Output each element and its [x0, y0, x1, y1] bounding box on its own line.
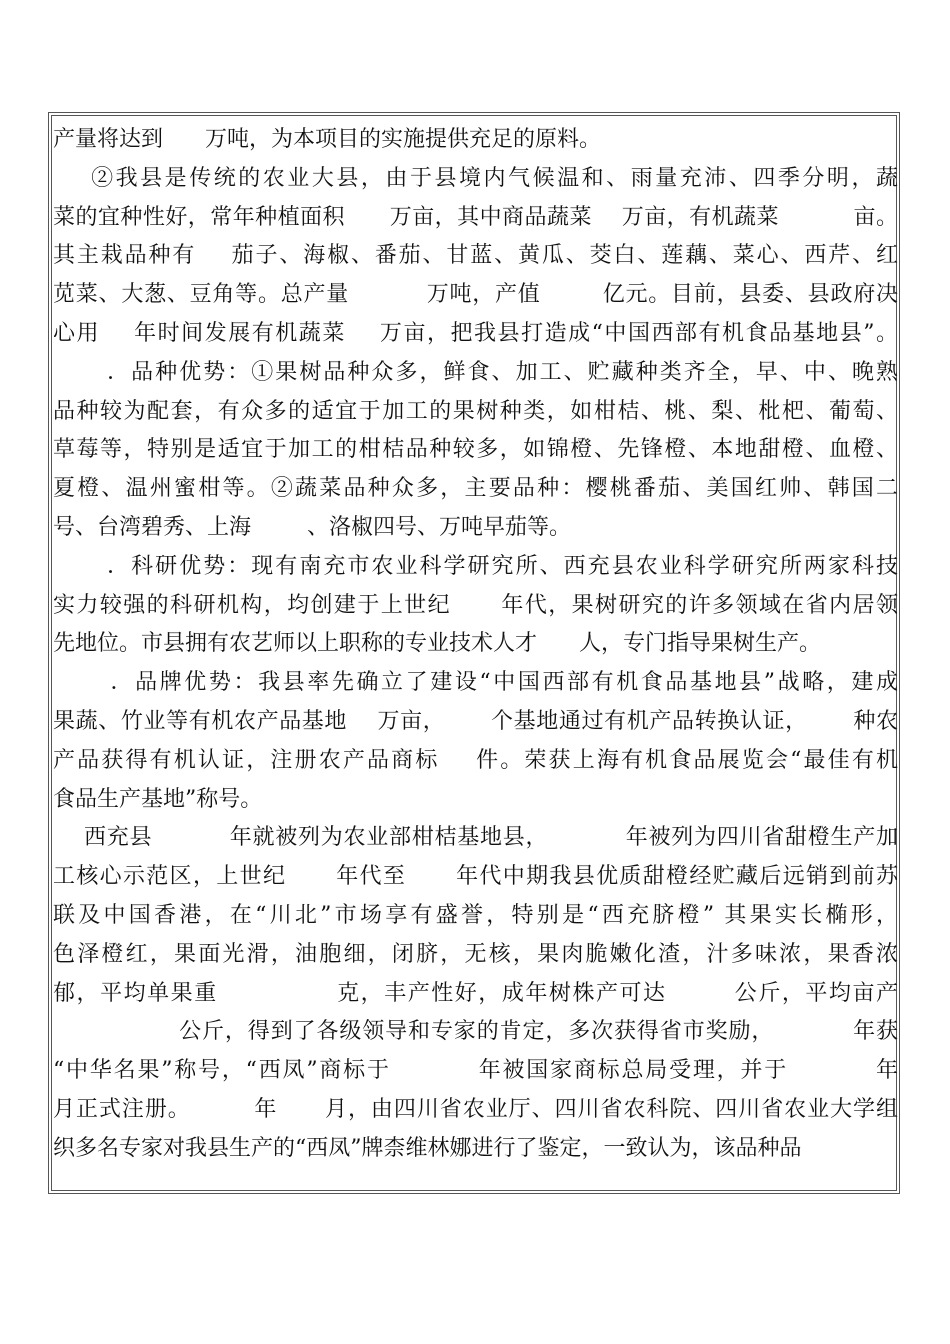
- text-line: 心用 年时间发展有机蔬菜 万亩，把我县打造成“中国西部有机食品基地县”。: [53, 320, 898, 346]
- text-line: 苋菜、大葱、豆角等。总产量 万吨，产值 亿元。目前，县委、县政府决: [53, 282, 898, 308]
- text-line: 食品生产基地”称号。: [53, 786, 263, 812]
- text-line: 织多名专家对我县生产的“西凤”牌柰维林娜进行了鉴定，一致认为，该品种品: [53, 1135, 802, 1161]
- text-line: ．品种优势：①果树品种众多，鲜食、加工、贮藏种类齐全，早、中、晚熟: [53, 359, 898, 385]
- document-body: [53, 121, 898, 1169]
- text-line: 实力较强的科研机构，均创建于上世纪 年代，果树研究的许多领域在省内居领: [53, 592, 898, 618]
- text-line: 联及中国香港，在“川北”市场享有盛誉，特别是“西充脐橙” 其果实长椭形，: [53, 902, 898, 928]
- text-line: ．品牌优势：我县率先确立了建设“中国西部有机食品基地县”战略，建成: [53, 670, 898, 696]
- text-line: 号、台湾碧秀、上海 、洛椒四号、万吨早茄等。: [53, 514, 571, 540]
- text-line: 产量将达到 万吨，为本项目的实施提供充足的原料。: [53, 127, 601, 152]
- text-line: 其主栽品种有 茄子、海椒、番茄、甘蓝、黄瓜、茭白、莲藕、菜心、西芹、红: [53, 243, 898, 269]
- text-line: ．科研优势：现有南充市农业科学研究所、西充县农业科学研究所两家科技: [53, 553, 898, 579]
- text-line: 西充县 年就被列为农业部柑桔基地县， 年被列为四川省甜橙生产加: [53, 825, 898, 851]
- text-line: 产品获得有机认证，注册农产品商标 件。荣获上海有机食品展览会“最佳有机: [53, 747, 898, 773]
- text-line: 菜的宜种性好，常年种植面积 万亩，其中商品蔬菜 万亩，有机蔬菜 亩。: [53, 204, 898, 230]
- text-line: 工核心示范区，上世纪 年代至 年代中期我县优质甜橙经贮藏后远销到前苏: [53, 864, 898, 890]
- text-line: 郁，平均单果重 克，丰产性好，成年树株产可达 公斤，平均亩产: [53, 980, 898, 1006]
- text-line: 草莓等，特别是适宜于加工的柑桔品种较多，如锦橙、先锋橙、本地甜橙、血橙、: [53, 437, 898, 463]
- text-line: ②我县是传统的农业大县，由于县境内气候温和、雨量充沛、四季分明，蔬: [53, 165, 898, 191]
- text-line: “中华名果”称号，“西凤”商标于 年被国家商标总局受理，并于 年: [53, 1058, 898, 1084]
- text-line: 夏橙、温州蜜柑等。②蔬菜品种众多，主要品种：樱桃番茄、美国红帅、韩国二: [53, 476, 898, 502]
- text-line: 公斤，得到了各级领导和专家的肯定，多次获得省市奖励， 年获: [53, 1019, 898, 1045]
- text-line: 色泽橙红，果面光滑，油胞细，闭脐，无核，果肉脆嫩化渣，汁多味浓，果香浓: [53, 941, 898, 967]
- text-line: 果蔬、竹业等有机农产品基地 万亩， 个基地通过有机产品转换认证， 种农: [53, 708, 898, 734]
- text-line: 先地位。市县拥有农艺师以上职称的专业技术人才 人，专门指导果树生产。: [53, 631, 821, 657]
- text-line: 月正式注册。 年 月，由四川省农业厅、四川省农科院、四川省农业大学组: [53, 1096, 898, 1122]
- text-line: 品种较为配套，有众多的适宜于加工的果树种类，如柑桔、桃、梨、枇杷、葡萄、: [53, 398, 898, 424]
